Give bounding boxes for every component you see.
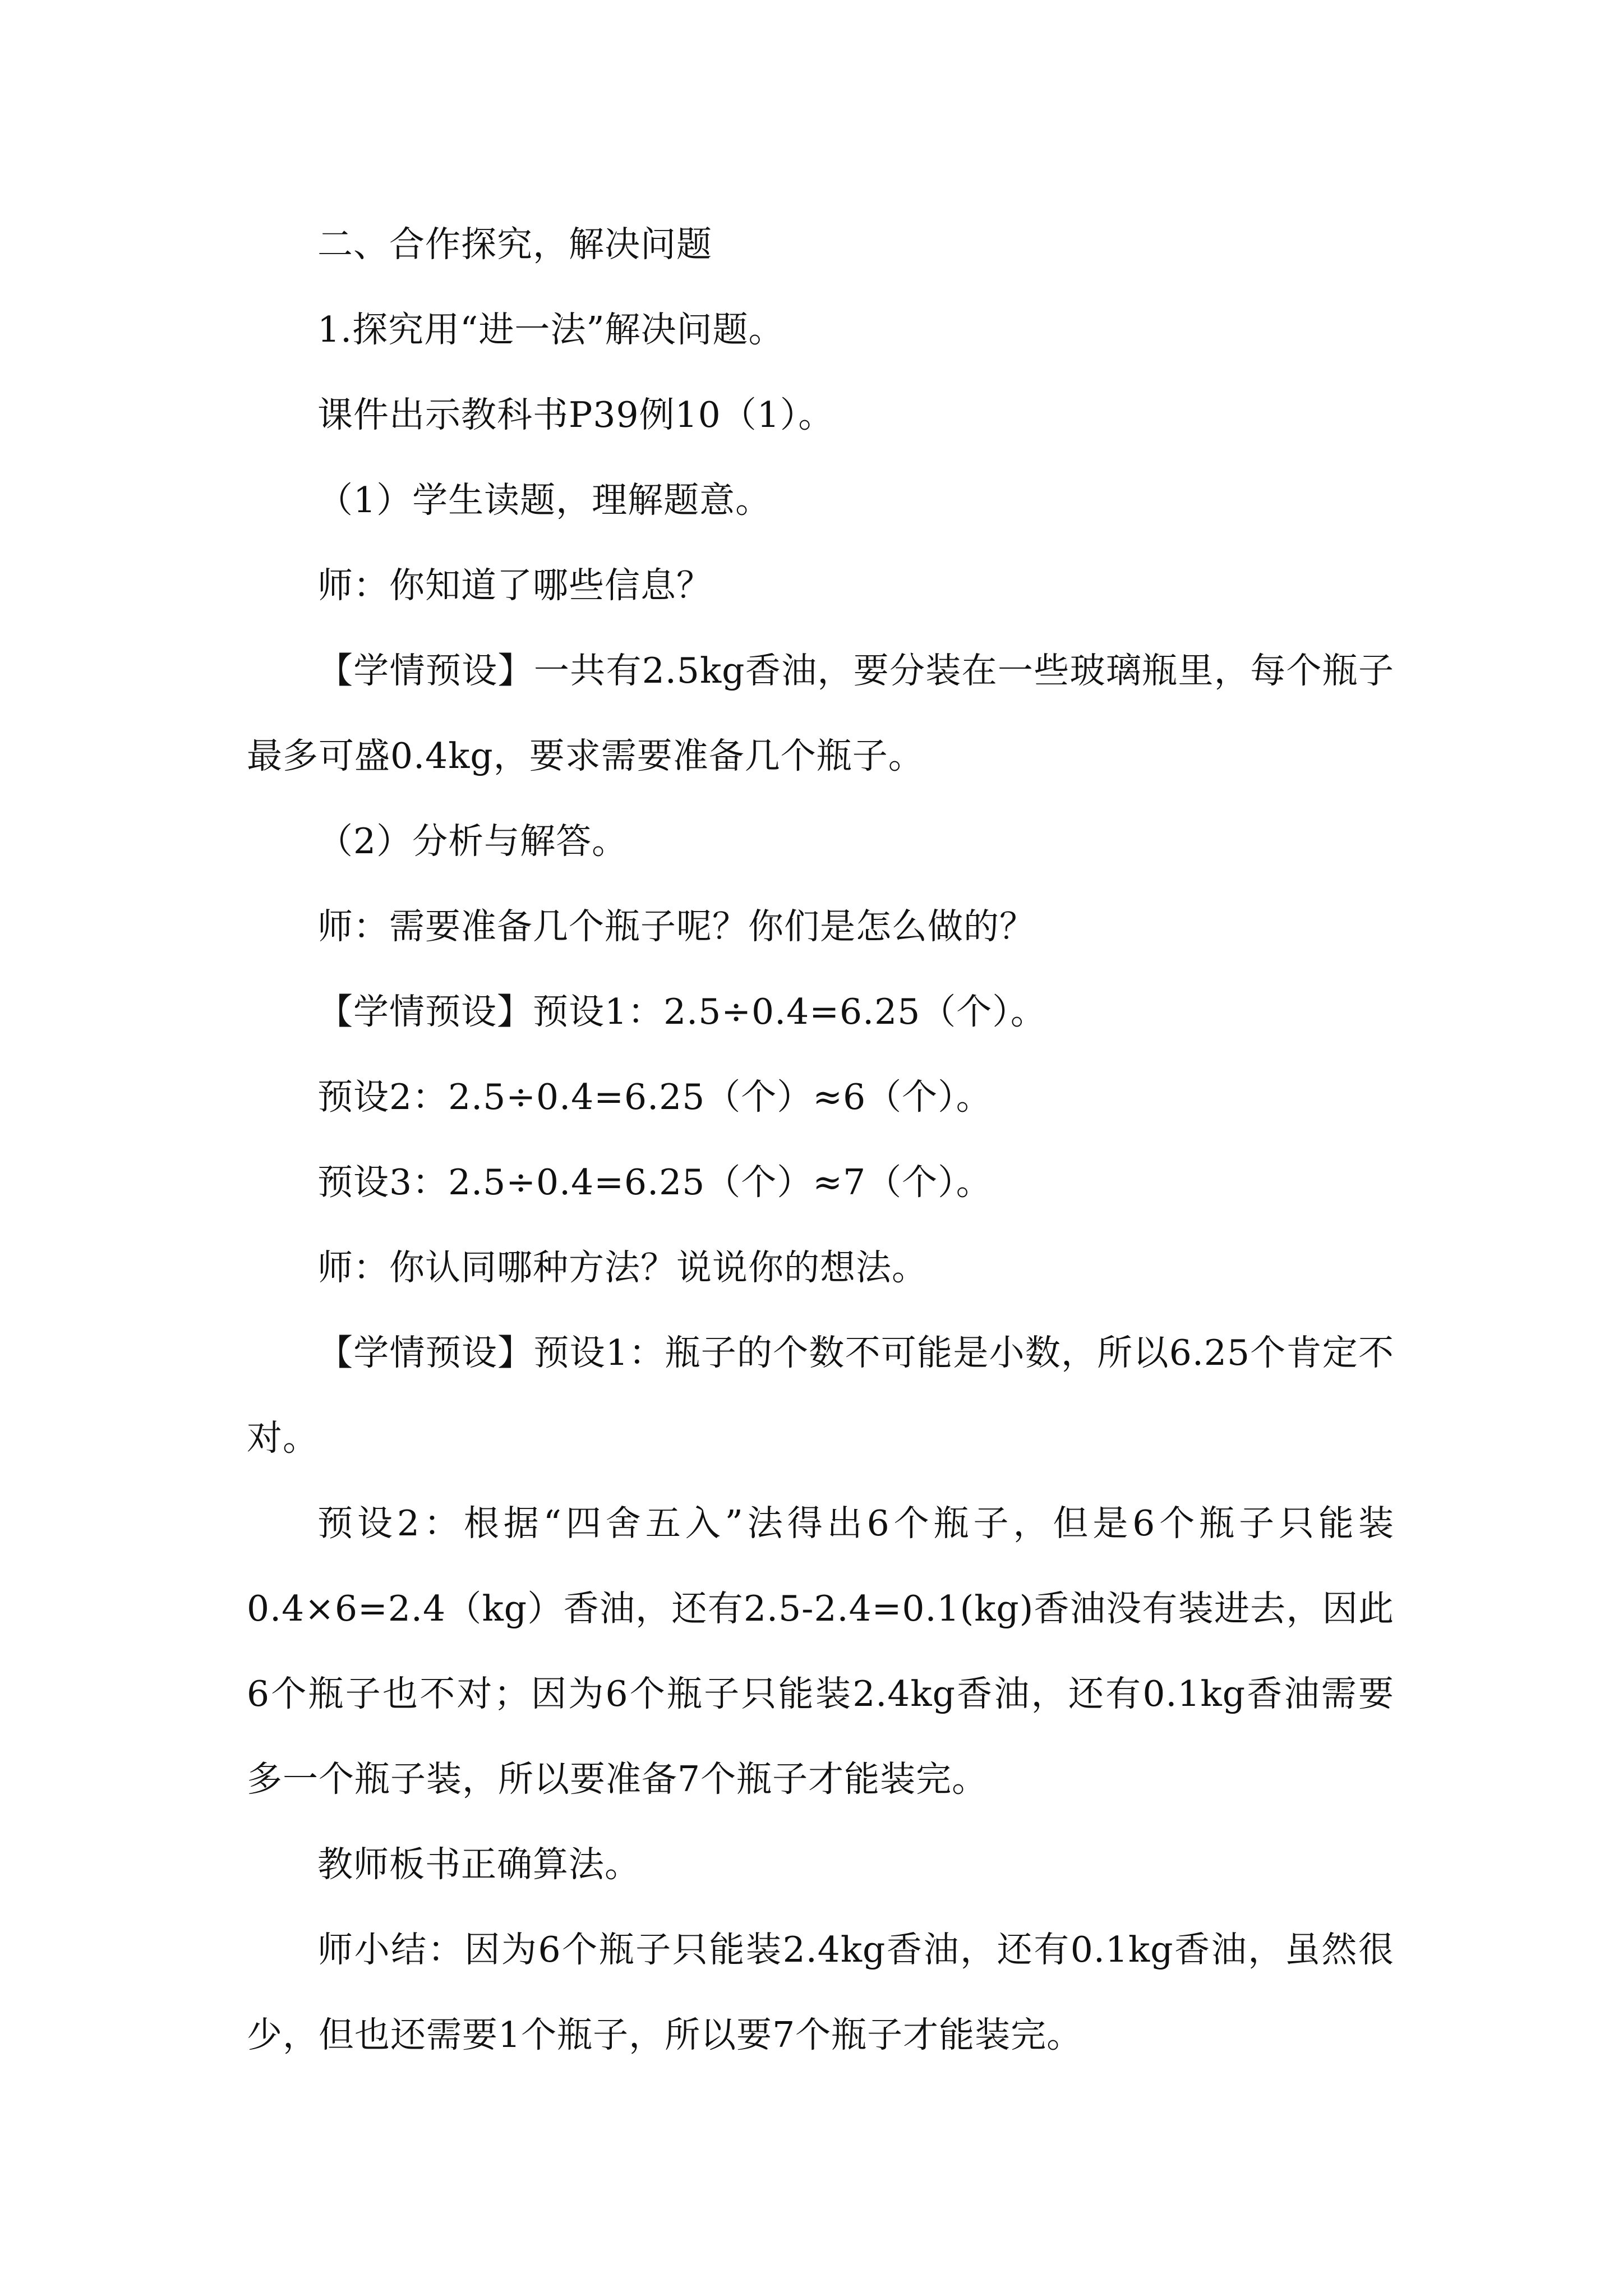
- paragraph: 【学情预设】预设1：瓶子的个数不可能是小数，所以6.25个肯定不对。: [247, 1332, 1394, 1458]
- paragraph: 【学情预设】一共有2.5kg香油，要分装在一些玻璃瓶里，每个瓶子最多可盛0.4kg，要求需要准备几个瓶子。: [247, 650, 1394, 776]
- paragraph: 预设2：2.5÷0.4=6.25（个）≈6（个）。: [317, 1076, 992, 1117]
- paragraph: 【学情预设】预设1：2.5÷0.4=6.25（个）。: [317, 991, 1046, 1032]
- paragraph: 预设3：2.5÷0.4=6.25（个）≈7（个）。: [317, 1162, 992, 1203]
- paragraph: 课件出示教科书P39例10（1）。: [317, 394, 834, 435]
- section-heading: 二、合作探究，解决问题: [317, 224, 712, 265]
- paragraph: 师：你认同哪种方法？说说你的想法。: [317, 1247, 928, 1288]
- paragraph: 师：需要准备几个瓶子呢？你们是怎么做的？: [317, 906, 1035, 947]
- paragraph: 教师板书正确算法。: [317, 1844, 640, 1885]
- paragraph: （1）学生读题，理解题意。: [317, 480, 772, 521]
- paragraph: 师：你知道了哪些信息？: [317, 565, 712, 606]
- paragraph: 预设2：根据“四舍五入”法得出6个瓶子，但是6个瓶子只能装0.4×6=2.4（kg）香油，还有2.5-2.4=0.1(kg)香油没有装进去，因此6个瓶子也不对；因为6个瓶子只能装2.4kg香油，还有0.1kg香油需要多一个瓶子装，所以要准备7个瓶子才能装完。: [247, 1503, 1394, 1800]
- paragraph: （2）分析与解答。: [317, 821, 628, 862]
- document-body: [247, 202, 1394, 2078]
- paragraph: 师小结：因为6个瓶子只能装2.4kg香油，还有0.1kg香油，虽然很少，但也还需要1个瓶子，所以要7个瓶子才能装完。: [247, 1929, 1394, 2055]
- subsection-heading: 1.探究用“进一法”解决问题。: [317, 309, 785, 350]
